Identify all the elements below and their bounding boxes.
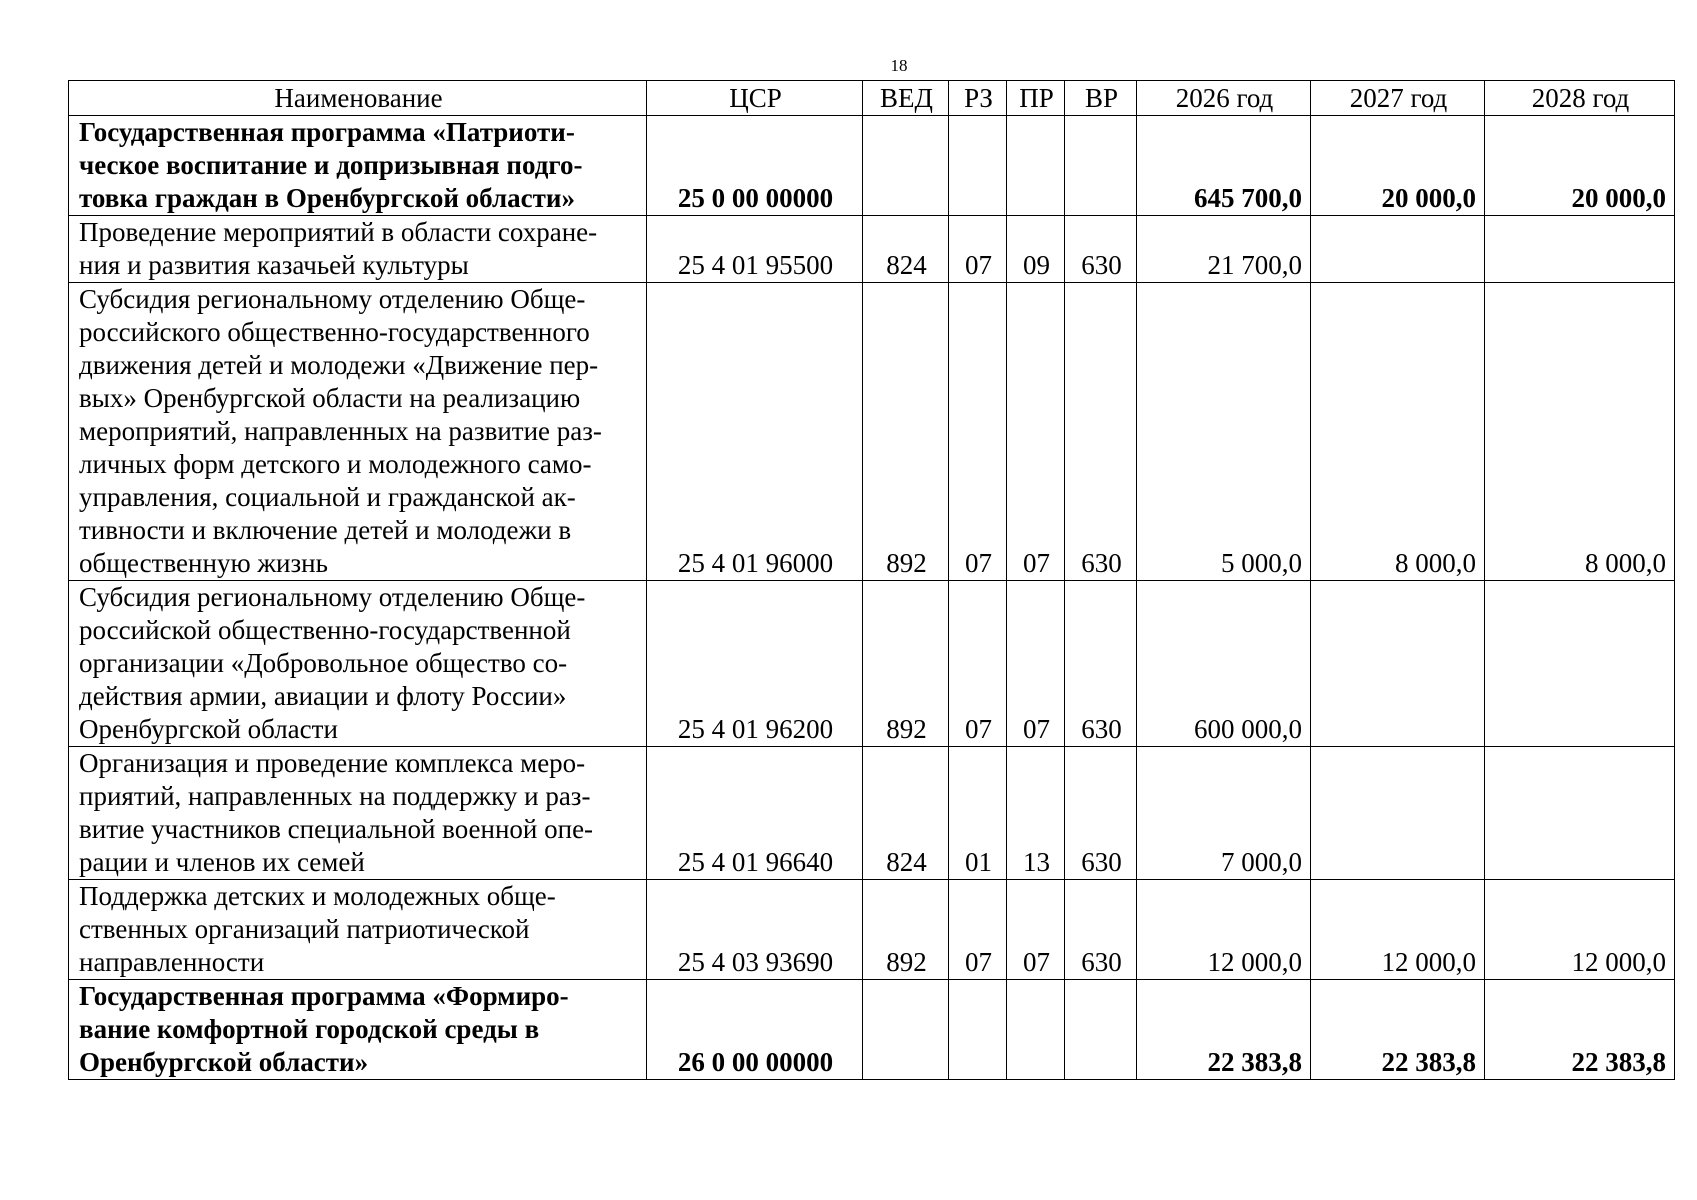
table-row bbox=[69, 581, 1675, 747]
cell-ved: 892 bbox=[863, 581, 949, 747]
cell-ved: 892 bbox=[863, 880, 949, 980]
table-row bbox=[69, 216, 1675, 283]
cell-2028: 12 000,0 bbox=[1485, 880, 1675, 980]
table-row bbox=[69, 747, 1675, 880]
cell-rz: 07 bbox=[949, 283, 1007, 581]
cell-csr: 25 0 00 00000 bbox=[647, 116, 863, 216]
cell-2027: 22 383,8 bbox=[1311, 980, 1485, 1080]
cell-2026: 600 000,0 bbox=[1137, 581, 1311, 747]
cell-2028: 22 383,8 bbox=[1485, 980, 1675, 1080]
cell-csr: 25 4 01 96200 bbox=[647, 581, 863, 747]
cell-vr: 630 bbox=[1065, 880, 1137, 980]
cell-ved: 824 bbox=[863, 216, 949, 283]
cell-2028 bbox=[1485, 747, 1675, 880]
cell-2026: 21 700,0 bbox=[1137, 216, 1311, 283]
cell-csr: 25 4 01 96000 bbox=[647, 283, 863, 581]
cell-2027 bbox=[1311, 747, 1485, 880]
cell-2026: 12 000,0 bbox=[1137, 880, 1311, 980]
cell-ved bbox=[863, 116, 949, 216]
cell-vr: 630 bbox=[1065, 747, 1137, 880]
header-vr: ВР bbox=[1065, 81, 1137, 116]
header-ved: ВЕД bbox=[863, 81, 949, 116]
cell-vr: 630 bbox=[1065, 283, 1137, 581]
table-row bbox=[69, 283, 1675, 581]
cell-2028 bbox=[1485, 581, 1675, 747]
cell-ved: 824 bbox=[863, 747, 949, 880]
cell-pr bbox=[1007, 980, 1065, 1080]
table-header-row bbox=[69, 81, 1675, 116]
cell-name: Поддержка детских и молодежных обще- ственных организаций патриотической направленности bbox=[69, 880, 647, 980]
cell-ved: 892 bbox=[863, 283, 949, 581]
cell-vr bbox=[1065, 980, 1137, 1080]
header-pr: ПР bbox=[1007, 81, 1065, 116]
table-row-program-26 bbox=[69, 980, 1675, 1080]
cell-pr: 07 bbox=[1007, 283, 1065, 581]
header-name: Наименование bbox=[69, 81, 647, 116]
cell-2026: 645 700,0 bbox=[1137, 116, 1311, 216]
cell-vr bbox=[1065, 116, 1137, 216]
cell-pr: 07 bbox=[1007, 880, 1065, 980]
cell-rz bbox=[949, 980, 1007, 1080]
table-row-program-25 bbox=[69, 116, 1675, 216]
cell-2028: 8 000,0 bbox=[1485, 283, 1675, 581]
cell-csr: 26 0 00 00000 bbox=[647, 980, 863, 1080]
cell-pr: 07 bbox=[1007, 581, 1065, 747]
header-2026: 2026 год bbox=[1137, 81, 1311, 116]
cell-vr: 630 bbox=[1065, 216, 1137, 283]
table-row bbox=[69, 880, 1675, 980]
cell-2028 bbox=[1485, 216, 1675, 283]
cell-rz bbox=[949, 116, 1007, 216]
cell-2027: 12 000,0 bbox=[1311, 880, 1485, 980]
header-2027: 2027 год bbox=[1311, 81, 1485, 116]
page-number: 18 bbox=[890, 56, 908, 75]
budget-table bbox=[68, 80, 1675, 1080]
cell-name: Организация и проведение комплекса меро- приятий, направленных на поддержку и раз- витие участников специальной военной опе- рации и членов их семей bbox=[69, 747, 647, 880]
header-csr: ЦСР bbox=[647, 81, 863, 116]
cell-rz: 07 bbox=[949, 216, 1007, 283]
header-2028: 2028 год bbox=[1485, 81, 1675, 116]
cell-pr bbox=[1007, 116, 1065, 216]
cell-csr: 25 4 01 95500 bbox=[647, 216, 863, 283]
cell-2026: 5 000,0 bbox=[1137, 283, 1311, 581]
cell-2027 bbox=[1311, 216, 1485, 283]
cell-name: Субсидия региональному отделению Обще- российской общественно-государственной организации «Добровольное общество со- действия армии, авиации и флоту России» Оренбургской области bbox=[69, 581, 647, 747]
cell-name: Государственная программа «Патриоти- ческое воспитание и допризывная подго- товка граждан в Оренбургской области» bbox=[69, 116, 647, 216]
cell-2028: 20 000,0 bbox=[1485, 116, 1675, 216]
header-rz: РЗ bbox=[949, 81, 1007, 116]
cell-rz: 07 bbox=[949, 880, 1007, 980]
cell-2027: 20 000,0 bbox=[1311, 116, 1485, 216]
cell-csr: 25 4 03 93690 bbox=[647, 880, 863, 980]
cell-pr: 09 bbox=[1007, 216, 1065, 283]
cell-rz: 07 bbox=[949, 581, 1007, 747]
cell-pr: 13 bbox=[1007, 747, 1065, 880]
cell-csr: 25 4 01 96640 bbox=[647, 747, 863, 880]
cell-name: Субсидия региональному отделению Обще- российского общественно-государственного движения детей и молодежи «Движение пер- вых» Оренбургской области на реализацию мероприятий, направленных на развитие раз- личных форм детского и молодежного само- управления, социальной и гражданской ак- тивности и включение детей и молодежи в общественную жизнь bbox=[69, 283, 647, 581]
cell-2027: 8 000,0 bbox=[1311, 283, 1485, 581]
cell-vr: 630 bbox=[1065, 581, 1137, 747]
cell-2026: 22 383,8 bbox=[1137, 980, 1311, 1080]
cell-2026: 7 000,0 bbox=[1137, 747, 1311, 880]
cell-name: Государственная программа «Формиро- вание комфортной городской среды в Оренбургской области» bbox=[69, 980, 647, 1080]
cell-2027 bbox=[1311, 581, 1485, 747]
cell-rz: 01 bbox=[949, 747, 1007, 880]
cell-name: Проведение мероприятий в области сохране- ния и развития казачьей культуры bbox=[69, 216, 647, 283]
cell-ved bbox=[863, 980, 949, 1080]
